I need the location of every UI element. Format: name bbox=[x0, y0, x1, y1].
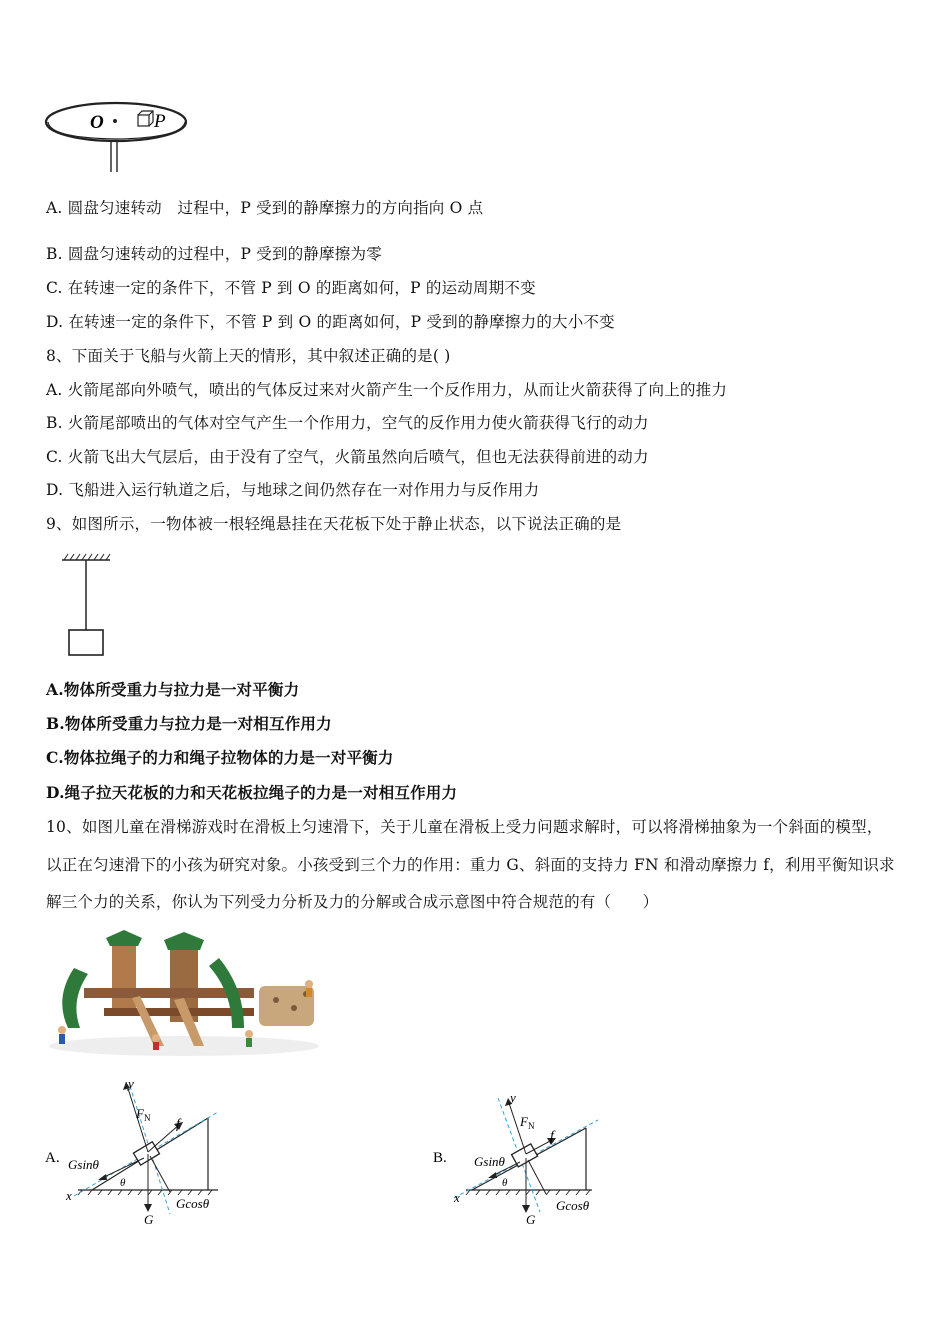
diagram-a-gcos-label: Gcosθ bbox=[176, 1196, 210, 1211]
disc-figure bbox=[40, 92, 200, 176]
q8-option-c: C. 火箭飞出大气层后，由于没有了空气，火箭虽然向后喷气，但也无法获得前进的动力 bbox=[46, 448, 649, 466]
diagram-a-f-label: f bbox=[176, 1117, 180, 1132]
diagram-b-x-label: x bbox=[454, 1190, 460, 1205]
hanging-block-figure bbox=[56, 550, 146, 662]
q10-stem-line-1: 10、如图儿童在滑梯游戏时在滑板上匀速滑下，关于儿童在滑板上受力问题求解时，可以将滑梯抽象为一个斜面的模型， bbox=[46, 818, 883, 836]
diagram-b-f-label: f bbox=[550, 1129, 554, 1144]
q8-stem: 8、下面关于飞船与火箭上天的情形，其中叙述正确的是( ) bbox=[46, 347, 451, 365]
diagram-b-fn-sub: N bbox=[528, 1121, 535, 1131]
diagram-b-y-label: y bbox=[510, 1090, 516, 1105]
q7-option-a: A. 圆盘匀速转动 过程中，P 受到的静摩擦力的方向指向 O 点 bbox=[46, 199, 484, 217]
diagram-a-theta-label: θ bbox=[120, 1177, 126, 1189]
diagram-a-g-label: G bbox=[144, 1212, 154, 1227]
diagram-a-fn-sub: N bbox=[144, 1113, 151, 1123]
playground-illustration bbox=[44, 928, 334, 1058]
q9-option-c: C.物体拉绳子的力和绳子拉物体的力是一对平衡力 bbox=[46, 748, 394, 767]
q8-option-b: B. 火箭尾部喷出的气体对空气产生一个作用力，空气的反作用力使火箭获得飞行的动力 bbox=[46, 414, 649, 432]
diagram-a-fn-label: F bbox=[136, 1106, 144, 1121]
q9-stem: 9、如图所示，一物体被一根轻绳悬挂在天花板下处于静止状态，以下说法正确的是 bbox=[46, 515, 622, 533]
disc-p-label: P bbox=[154, 111, 166, 132]
diagram-b-gsin-label: Gsinθ bbox=[474, 1154, 505, 1169]
q10-stem-line-2: 以正在匀速滑下的小孩为研究对象。小孩受到三个力的作用：重力 G、斜面的支持力 FN 和滑动摩擦力 f，利用平衡知识求 bbox=[46, 856, 895, 874]
q7-option-b: B. 圆盘匀速转动的过程中，P 受到的静摩擦为零 bbox=[46, 245, 382, 263]
q7-option-d: D. 在转速一定的条件下，不管 P 到 O 的距离如何，P 受到的静摩擦力的大小不变 bbox=[46, 313, 615, 331]
diagram-a-gsin-label: Gsinθ bbox=[68, 1157, 99, 1172]
diagram-b-theta-label: θ bbox=[502, 1177, 508, 1189]
force-diagram-b bbox=[428, 1088, 638, 1234]
force-diagram-a bbox=[40, 1074, 260, 1230]
q7-option-c: C. 在转速一定的条件下，不管 P 到 O 的距离如何，P 的运动周期不变 bbox=[46, 279, 536, 297]
diagram-a-x-label: x bbox=[66, 1188, 72, 1203]
q9-option-b: B.物体所受重力与拉力是一对相互作用力 bbox=[46, 714, 332, 733]
diagram-a-y-label: y bbox=[128, 1076, 134, 1091]
diagram-b-option-label: B. bbox=[433, 1150, 447, 1166]
diagram-b-gcos-label: Gcosθ bbox=[556, 1198, 590, 1213]
q8-option-d: D. 飞船进入运行轨道之后，与地球之间仍然存在一对作用力与反作用力 bbox=[46, 481, 540, 499]
disc-o-label: O bbox=[90, 112, 104, 133]
q9-option-a: A.物体所受重力与拉力是一对平衡力 bbox=[46, 680, 300, 699]
q9-option-d: D.绳子拉天花板的力和天花板拉绳子的力是一对相互作用力 bbox=[46, 783, 458, 802]
diagram-b-g-label: G bbox=[526, 1212, 536, 1227]
q8-option-a: A. 火箭尾部向外喷气，喷出的气体反过来对火箭产生一个反作用力，从而让火箭获得了向上的推力 bbox=[46, 381, 728, 399]
q10-stem-line-3: 解三个力的关系，你认为下列受力分析及力的分解或合成示意图中符合规范的有（ ） bbox=[46, 893, 659, 911]
diagram-b-fn-label: F bbox=[520, 1114, 528, 1129]
diagram-a-option-label: A. bbox=[45, 1150, 60, 1166]
